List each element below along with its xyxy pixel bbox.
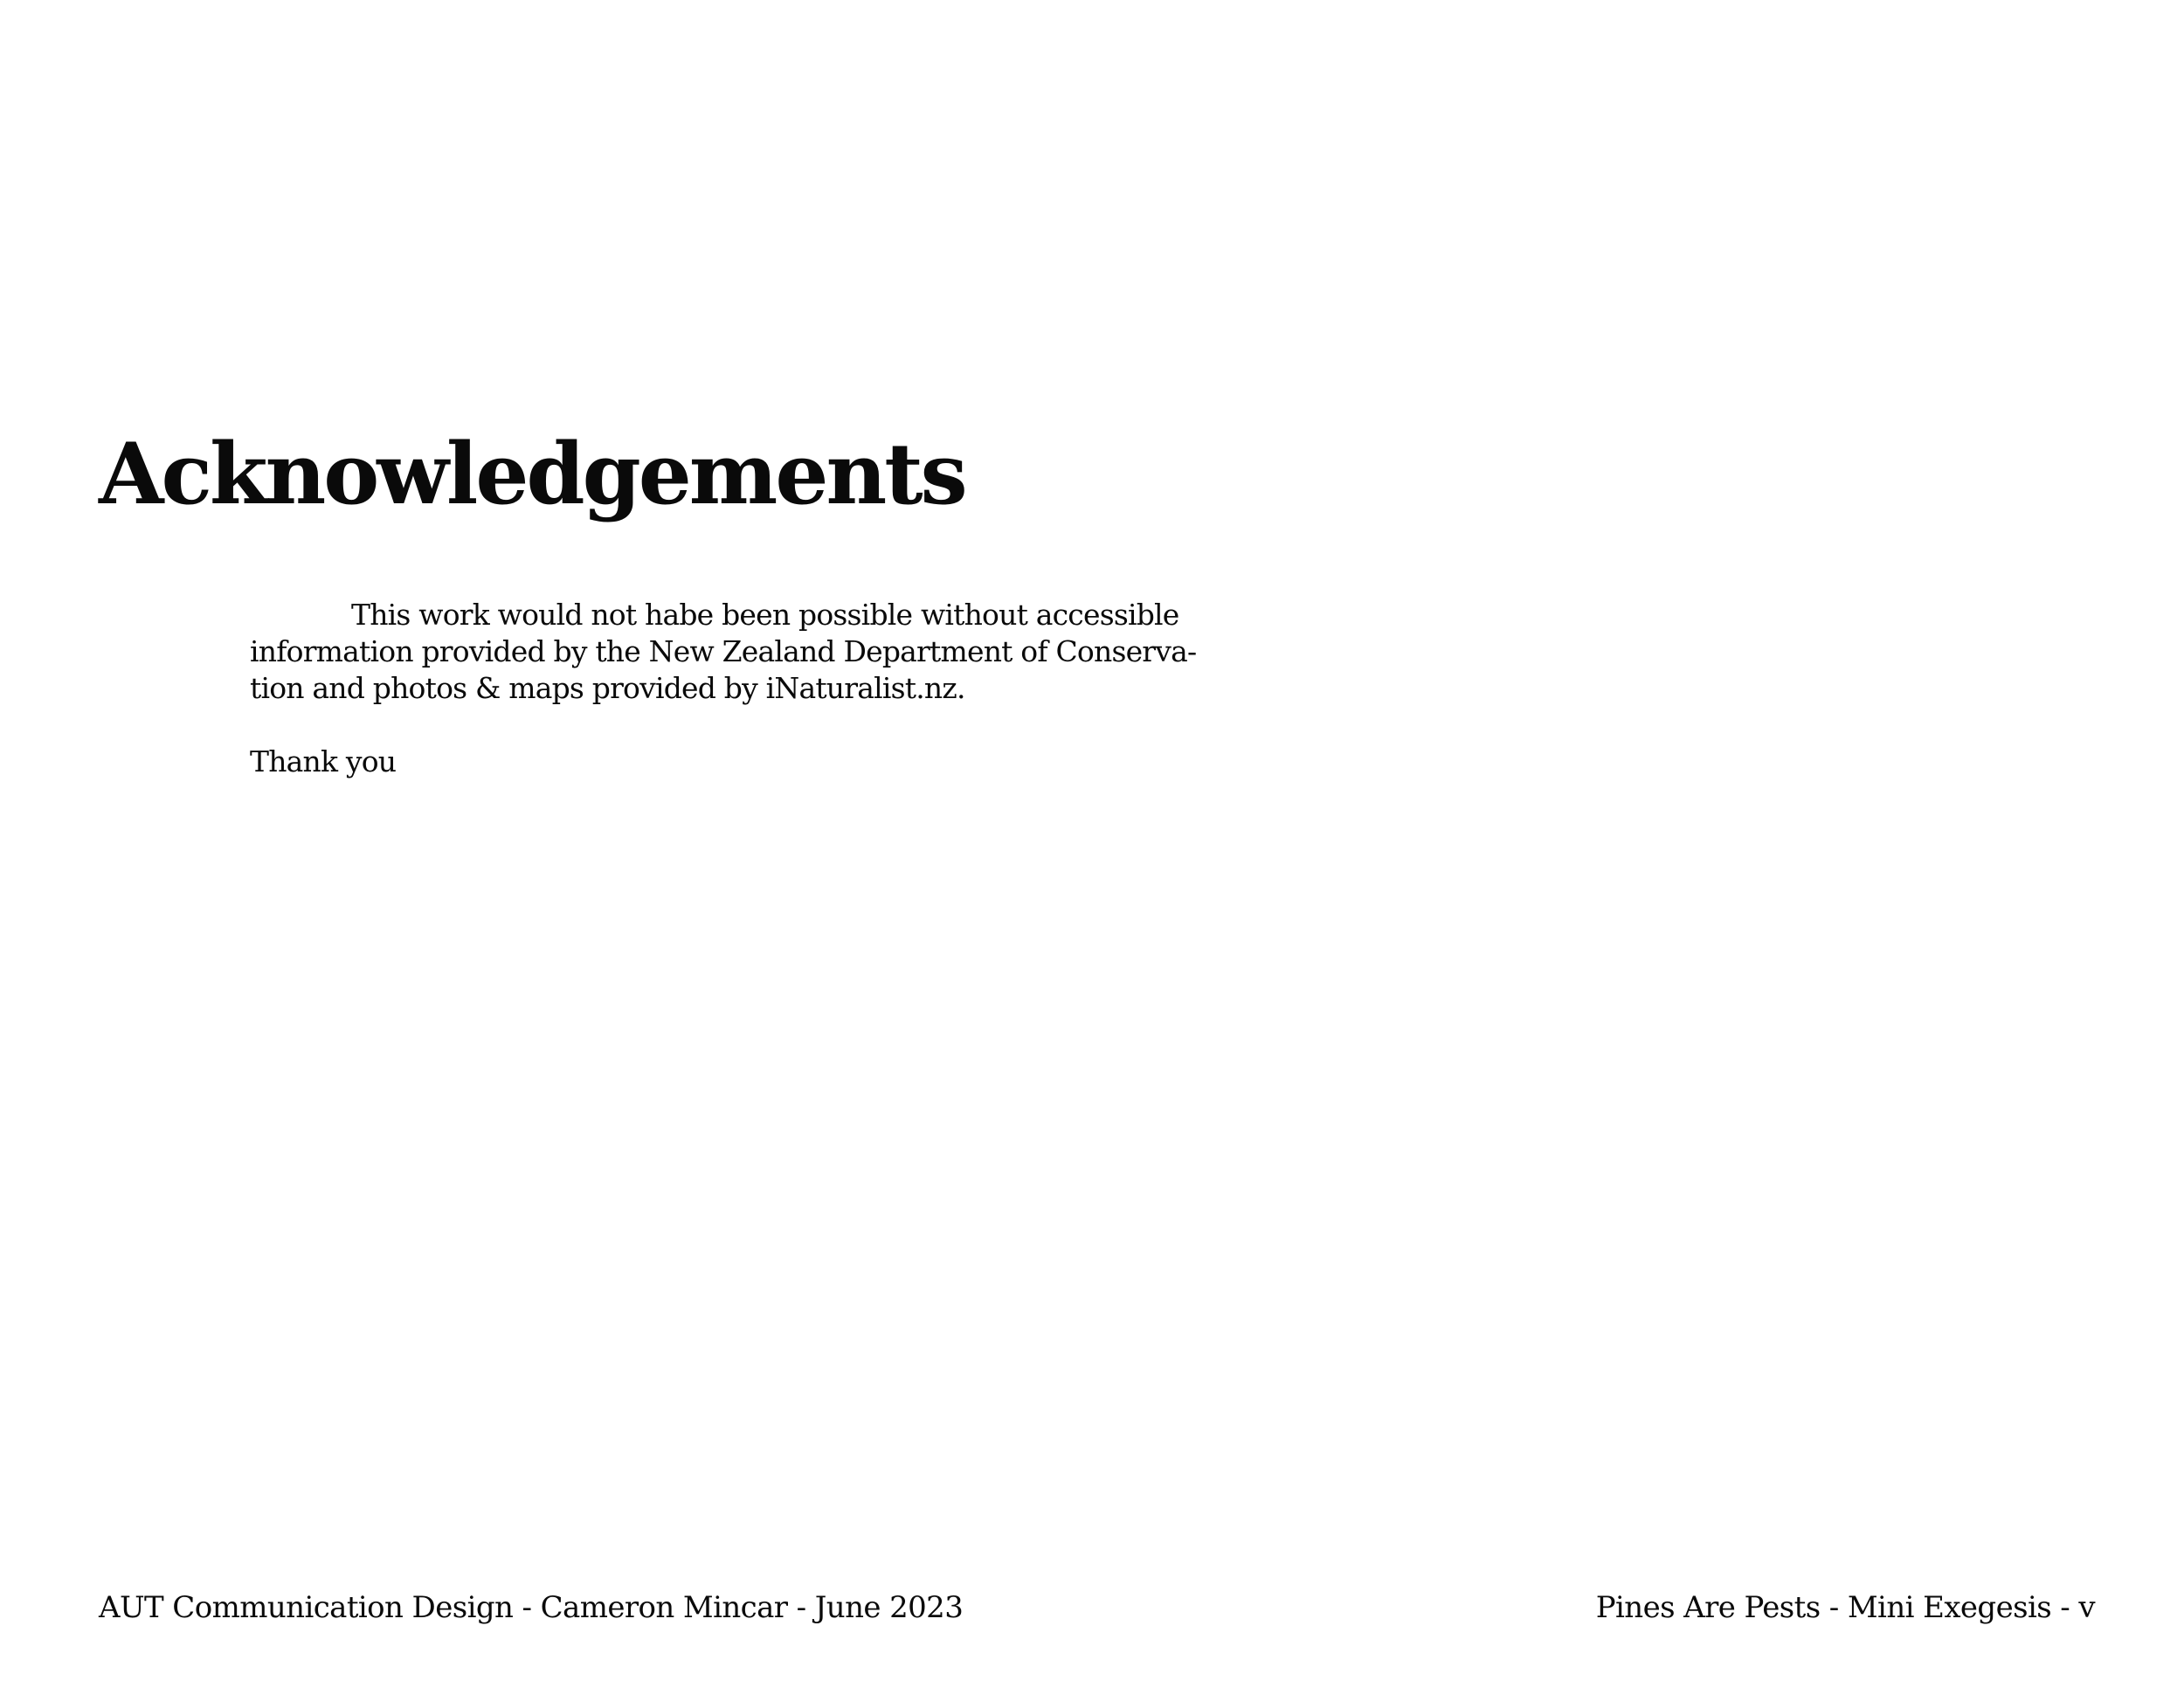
- paragraph-line: This work would not habe been possible without accessible: [351, 598, 1179, 632]
- closing-text: Thank you: [250, 744, 397, 778]
- footer-left-text: AUT Communication Design - Cameron Mincar - June 2023: [99, 1590, 964, 1625]
- paragraph-line: information provided by the New Zealand Department of Conserva-: [250, 634, 1197, 668]
- page-title: Acknowledgements: [99, 425, 965, 523]
- acknowledgement-body: [250, 597, 1263, 780]
- paragraph-line: tion and photos & maps provided by iNaturalist.nz.: [250, 671, 965, 705]
- footer-right-text: Pines Are Pests - Mini Exegesis - v: [1595, 1590, 2095, 1625]
- acknowledgement-paragraph: [250, 597, 1263, 707]
